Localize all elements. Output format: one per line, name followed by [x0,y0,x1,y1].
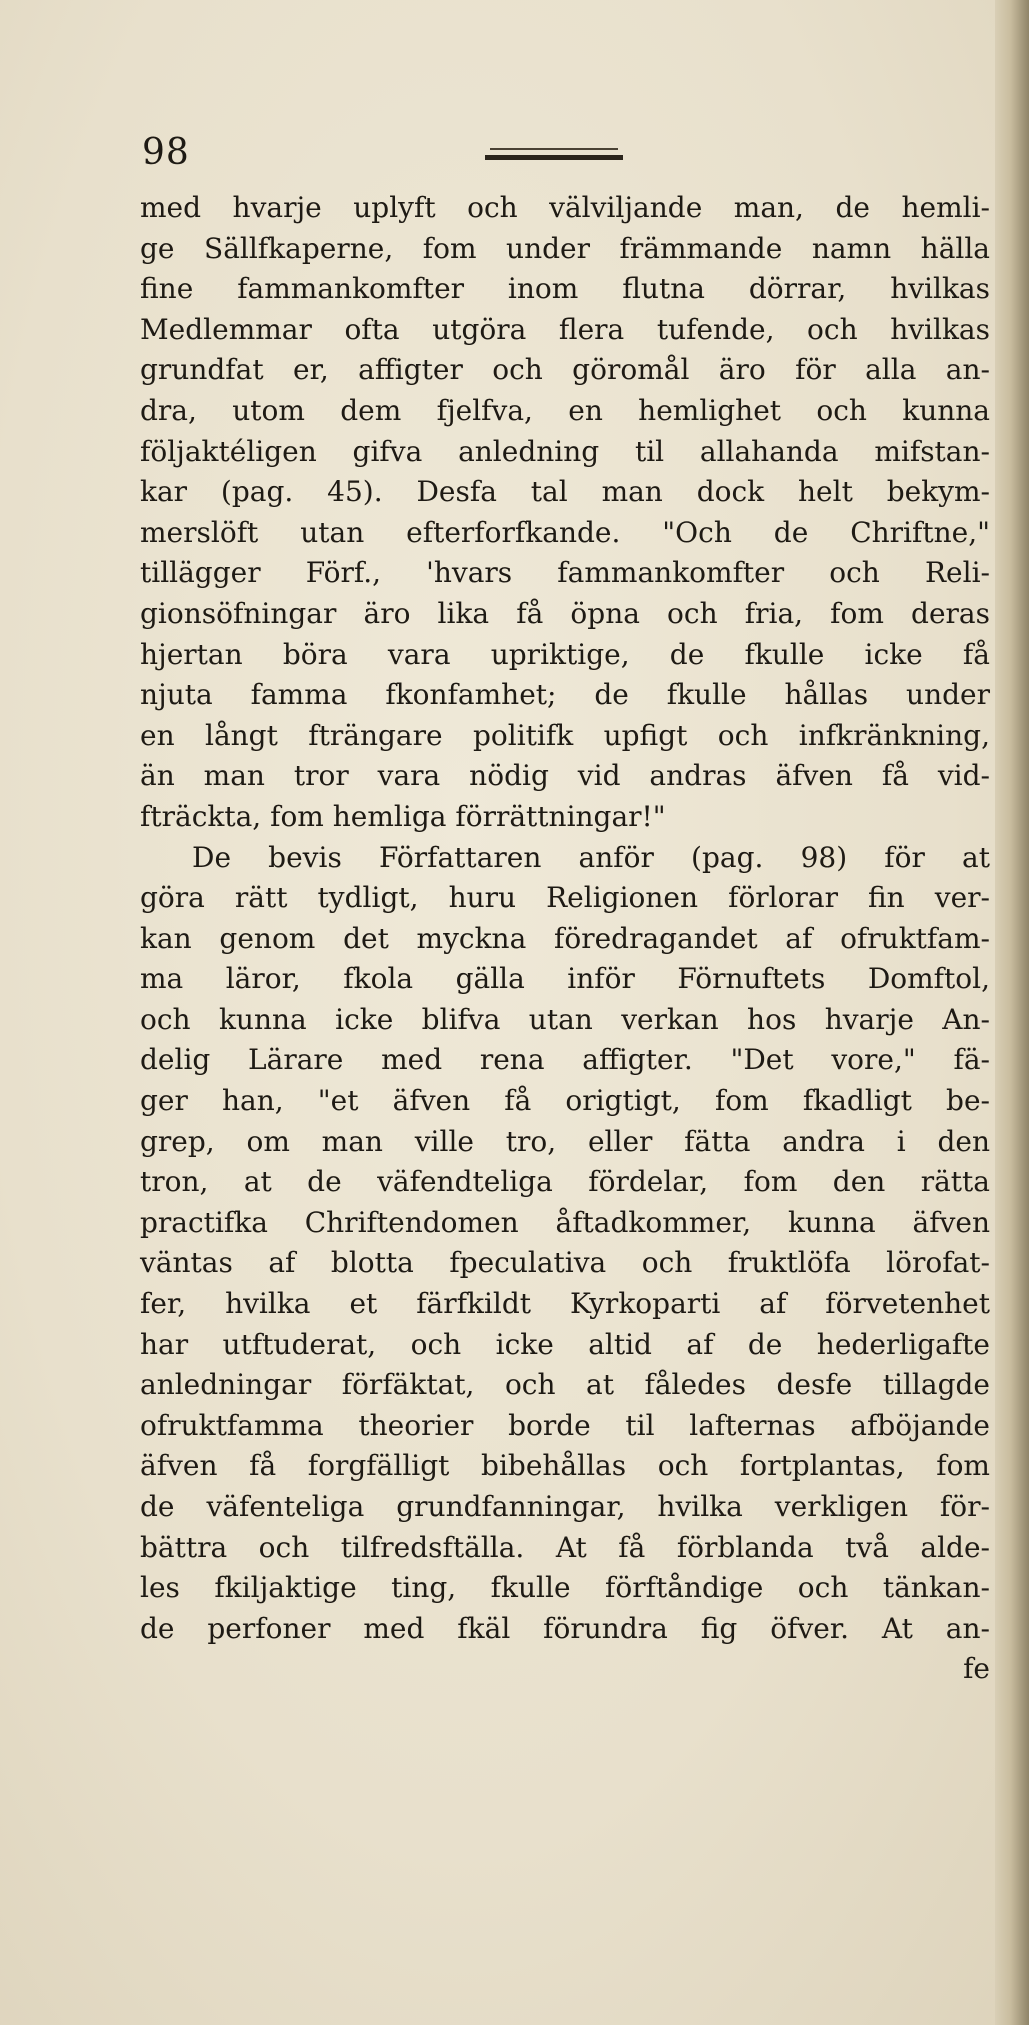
text-line: tron, at de väfendteliga fördelar, fom den rätta [140,1165,990,1199]
text-line: hjertan böra vara upriktige, de fkulle icke få [140,637,990,671]
text-line: njuta famma fkonfamhet; de fkulle hållas under [140,678,990,712]
text-line: grep, om man ville tro, eller fätta andra i den [140,1124,990,1158]
text-line: bättra och tilfredsftälla. At få förblanda två alde- [140,1530,990,1564]
text-line: les fkiljaktige ting, fkulle förftåndige och tänkan- [140,1571,990,1605]
text-line: tillägger Förf., 'hvars fammankomfter och Reli- [140,556,990,590]
text-line: de väfenteliga grundfanningar, hvilka verkligen för- [140,1490,990,1523]
text-line: practifka Chriftendomen åftadkommer, kunna äfven [140,1205,990,1239]
text-line: De bevis Författaren anför (pag. 98) för at [192,840,990,874]
text-line: de perfoner med fkäl förundra fig öfver. At an- [140,1611,990,1645]
text-line: äfven få forgfälligt bibehållas och fortplantas, fom [140,1449,990,1483]
text-line: och kunna icke blifva utan verkan hos hvarje An- [140,1002,990,1036]
page-edge-shadow [995,0,1029,2025]
text-line: än man tror vara nödig vid andras äfven få vid- [140,759,990,793]
text-line: fträckta, fom hemliga förrättningar!" [140,799,666,833]
text-line: ofruktfamma theorier borde til lafternas afböjande [140,1408,990,1442]
text-line: merslöft utan efterforfkande. "Och de Chriftne," [140,515,990,549]
text-line: en långt fträngare politifk upfigt och infkränkning, [140,718,990,752]
text-line: ge Sällfkaperne, fom under främmande namn hälla [140,231,990,265]
text-line: ma läror, fkola gälla inför Förnuftets Domftol, [140,962,990,996]
text-line: grundfat er, affigter och göromål äro för alla an- [140,353,990,387]
text-line: kan genom det myckna föredragandet af ofruktfam- [140,921,990,955]
text-line: har utftuderat, och icke altid af de hederligafte [140,1327,990,1361]
page-number: 98 [142,132,190,173]
header-rule [485,155,623,160]
text-line: kar (pag. 45). Desfa tal man dock helt bekym- [140,475,990,509]
text-line: dra, utom dem fjelfva, en hemlighet och kunna [140,393,990,427]
header-rule-thin [490,148,618,150]
text-line: med hvarje uplyft och välviljande man, de hemli- [140,191,990,224]
text-line: fer, hvilka et färfkildt Kyrkoparti af förvetenhet [140,1287,990,1321]
text-line: anledningar förfäktat, och at fåledes desfe tillagde [140,1368,990,1402]
text-line: ger han, "et äfven få origtigt, fom fkadligt be- [140,1084,990,1118]
text-line: väntas af blotta fpeculativa och fruktlöfa lörofat- [140,1246,990,1280]
text-line: gionsöfningar äro lika få öpna och fria, fom deras [140,596,990,630]
text-line: följaktéligen gifva anledning til allahanda mifstan- [140,434,990,468]
body-text [140,188,990,1690]
text-line: delig Lärare med rena affigter. "Det vore," fä- [140,1043,990,1077]
catchword: fe [963,1652,990,1686]
text-line: fine fammankomfter inom flutna dörrar, hvilkas [140,272,990,306]
text-line: Medlemmar ofta utgöra flera tufende, och hvilkas [140,312,990,346]
text-line: göra rätt tydligt, huru Religionen förlorar fin ver- [140,881,990,915]
